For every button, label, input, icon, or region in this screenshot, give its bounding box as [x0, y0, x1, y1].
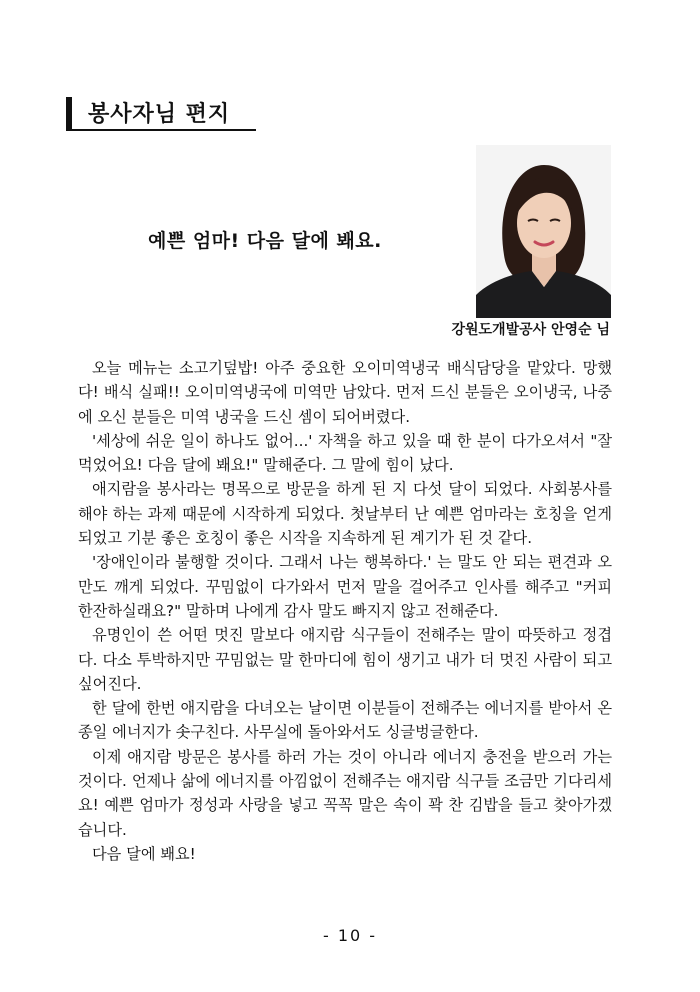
body-paragraph: 유명인이 쓴 어떤 멋진 말보다 애지람 식구들이 전해주는 말이 따뜻하고 정겹다. 다소 투박하지만 꾸밈없는 말 한마디에 힘이 생기고 내가 더 멋진 사람이 되고 싶어진다.: [78, 626, 612, 693]
section-title: 봉사자님 편지: [88, 102, 231, 127]
body-paragraph: '세상에 쉬운 일이 하나도 없어...' 자책을 하고 있을 때 한 분이 다가오셔서 "잘 먹었어요! 다음 달에 봬요!" 말해준다. 그 말에 힘이 났다.: [78, 431, 612, 475]
section-marker-bar: [66, 97, 72, 129]
body-paragraph: 애지람을 봉사라는 명목으로 방문을 하게 된 지 다섯 달이 되었다. 사회봉사를 해야 하는 과제 때문에 시작하게 되었다. 첫날부터 난 예쁜 엄마라는 호칭을 얻게 되었고 기분 좋은 호칭이 좋은 시작을 지속하게 된 계기가 된 것 같다.: [78, 480, 612, 548]
author-photo: [476, 145, 611, 318]
section-header: [66, 95, 256, 131]
body-paragraph: 이제 애지람 방문은 봉사를 하러 가는 것이 아니라 에너지 충전을 받으러 가는 것이다. 언제나 삶에 에너지를 아낌없이 전해주는 애지람 식구들 조금만 기다리세요! 예쁜 엄마가 정성과 사랑을 넣고 꼭꼭 말은 속이 꽉 찬 김밥을 들고 찾아가겠습니다.: [78, 747, 612, 839]
body-paragraph: '장애인이라 불행할 것이다. 그래서 나는 행복하다.' 는 말도 안 되는 편견과 오만도 깨게 되었다. 꾸밈없이 다가와서 먼저 말을 걸어주고 인사를 해주고 "커피 한잔하실래요?" 말하며 나에게 감사 말도 빠지지 않고 전해준다.: [78, 553, 612, 620]
letter-body: [78, 356, 612, 866]
body-paragraph: 다음 달에 봬요!: [92, 844, 196, 863]
page-number: - 10 -: [322, 926, 378, 945]
body-paragraph: 한 달에 한번 애지람을 다녀오는 날이면 이분들이 전해주는 에너지를 받아서 온종일 에너지가 솟구친다. 사무실에 돌아와서도 싱글벙글한다.: [78, 699, 612, 742]
letter-headline: 예쁜 엄마! 다음 달에 봬요.: [148, 230, 382, 252]
portrait-illustration: [476, 145, 611, 318]
author-byline: 강원도개발공사 안영순 님: [451, 322, 610, 338]
body-paragraph: 오늘 메뉴는 소고기덮밥! 아주 중요한 오이미역냉국 배식담당을 맡았다. 망했다! 배식 실패!! 오이미역냉국에 미역만 남았다. 먼저 드신 분들은 오이냉국, 나중에 오신 분들은 미역 냉국을 드신 셈이 되어버렸다.: [78, 359, 612, 426]
